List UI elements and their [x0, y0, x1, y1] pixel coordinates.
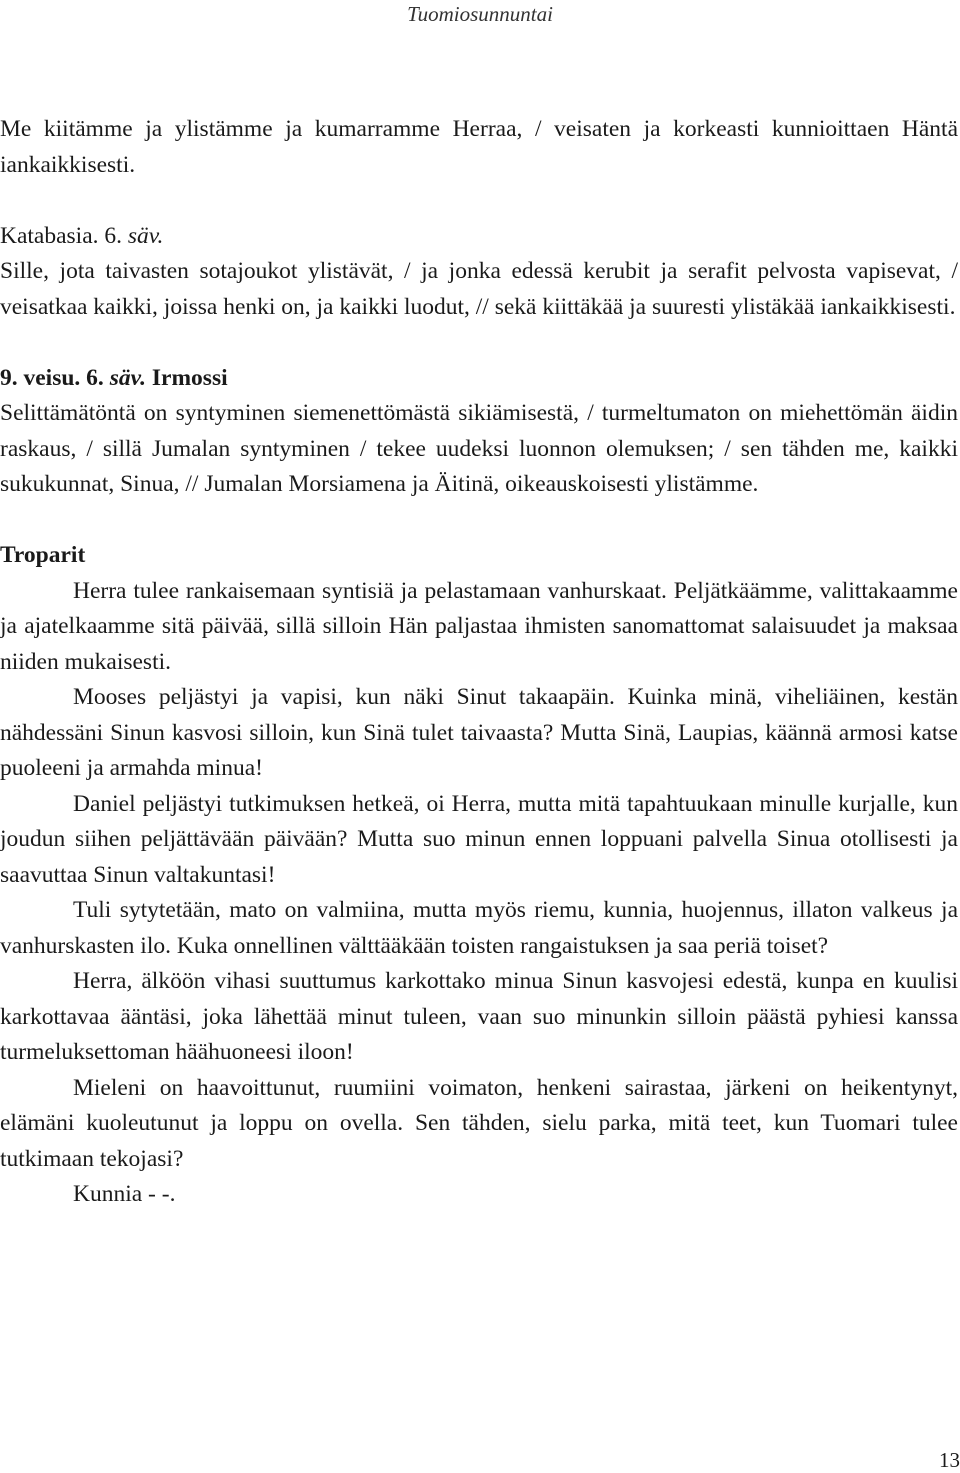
katabasia-heading [0, 219, 958, 255]
opening-paragraph: Me kiitämme ja ylistämme ja kumarramme Herraa, / veisaten ja korkeasti kunnioittaen Häntä iankaikkisesti. [0, 116, 958, 178]
katabasia-heading-tone: säv. [127, 222, 164, 249]
troparion-verse: Mieleni on haavoittunut, ruumiini voimaton, henkeni sairastaa, järkeni on heikentynyt, elämäni kuoleutunut ja loppu on ovella. Sen tähden, sielu parka, mitä teet, kun Tuomari tulee tutkimaan tekojasi? [0, 1074, 958, 1172]
spacer [0, 325, 958, 361]
troparion-verse: Mooses peljästyi ja vapisi, kun näki Sinut takaapäin. Kuinka minä, viheliäinen, kestän nähdessäni Sinun kasvosi silloin, kun Sinä tulet taivaasta? Mutta Sinä, Laupias, käännä armosi katse puoleeni ja armahda minua! [0, 684, 958, 781]
troparion-verse: Herra, älköön vihasi suuttumus karkottako minua Sinun kasvojesi edestä, kunpa en kuulisi karkottavaa ääntäsi, joka lähettää minut tuleen, vaan suo minunkin silloin päästä pyhiesi kanssa turmeluksettoman häähuoneesi iloon! [0, 968, 958, 1065]
running-header: Tuomiosunnuntai [407, 2, 553, 26]
document-body [0, 112, 958, 1213]
spacer [0, 183, 958, 219]
irmossi-text: Selittämätöntä on syntyminen siemenettömästä sikiämisestä, / turmeltumaton on miehettömän äidin raskaus, / sillä Jumalan syntyminen / tekee uudeksi luonnon olemuksen; / sen tähden me, kaikki sukukunnat, Sinua, // Jumalan Morsiamena ja Äitinä, oikeauskoisesti ylistämme. [0, 400, 958, 497]
page-number: 13 [939, 1448, 960, 1472]
irmossi-heading-title: Irmossi [151, 364, 228, 391]
irmossi-heading-tone: säv. [109, 364, 147, 391]
irmossi-heading-label: 9. veisu. 6. [0, 364, 104, 391]
irmossi-heading [0, 361, 958, 397]
katabasia-text: Sille, jota taivasten sotajoukot ylistävät, / ja jonka edessä kerubit ja serafit pelvosta vapisevat, / veisatkaa kaikki, joissa henki on, ja kaikki luodut, // sekä kiittäkää ja suuresti ylistäkää iankaikkisesti. [0, 258, 958, 320]
troparion-verse: Herra tulee rankaisemaan syntisiä ja pelastamaan vanhurskaat. Peljätkäämme, valittakaamme ja ajatelkaamme sitä päivää, sillä silloin Hän paljastaa ihmisten sanomattomat salaisuudet ja maksaa niiden mukaisesti. [0, 577, 958, 675]
troparion-verse: Tuli sytytetään, mato on valmiina, mutta myös riemu, kunnia, huojennus, illaton valkeus ja vanhurskasten ilo. Kuka onnellinen välttääkään toisten rangaistuksen ja saa periä toiset? [0, 897, 958, 959]
troparit-heading: Troparit [0, 542, 86, 568]
katabasia-heading-label: Katabasia. 6. [0, 222, 123, 249]
gloria-verse: Kunnia - -. [73, 1181, 176, 1207]
spacer [0, 503, 958, 539]
troparion-verse: Daniel peljästyi tutkimuksen hetkeä, oi Herra, mutta mitä tapahtuukaan minulle kurjalle, kun joudun siihen peljättävään päivään? Mutta suo minun ennen loppuani palvella Sinua otollisesti ja saavuttaa Sinun valtakuntasi! [0, 790, 958, 888]
